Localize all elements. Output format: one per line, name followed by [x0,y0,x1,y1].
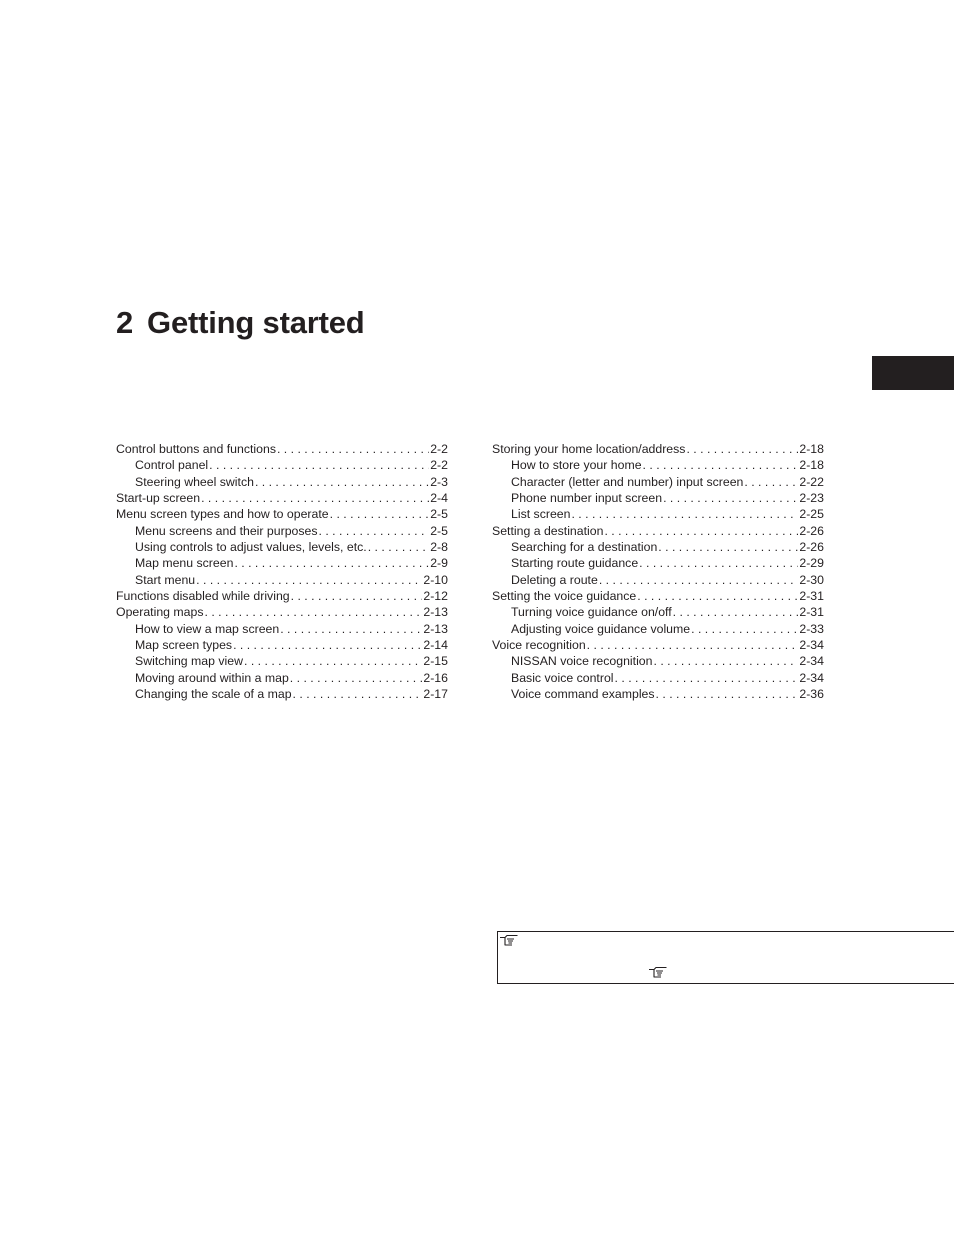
dot-leader [291,588,423,604]
dot-leader [643,457,799,473]
dot-leader [639,555,798,571]
toc-entry-page: 2-34 [799,638,824,653]
dot-leader [691,621,798,637]
toc-entry-page: 2-18 [799,458,824,473]
chapter-thumb-tab [872,356,954,390]
dot-leader [280,621,422,637]
toc-entry-label: List screen [511,507,571,522]
toc-entry-label: How to view a map screen [135,621,280,636]
pointing-hand-icon [499,934,519,946]
toc-entry-label: Switching map view [135,654,243,669]
toc-entry[interactable] [116,506,448,522]
toc-entry-page: 2-10 [423,572,448,587]
toc-entry-page: 2-26 [799,523,824,538]
toc-entry[interactable] [492,670,824,686]
toc-entry[interactable] [116,441,448,457]
toc-entry-page: 2-17 [423,687,448,702]
toc-entry-label: Start menu [135,572,196,587]
toc-entry-page: 2-13 [423,621,448,636]
toc-entry[interactable] [492,621,824,637]
toc-entry[interactable] [492,457,824,473]
toc-entry-label: Turning voice guidance on/off [511,605,672,620]
toc-entry-page: 2-25 [799,507,824,522]
toc-entry[interactable] [116,653,448,669]
toc-entry-page: 2-23 [799,491,824,506]
dot-leader [656,686,799,702]
toc-entry-page: 2-31 [799,605,824,620]
dot-leader [290,670,423,686]
toc-entry-page: 2-34 [799,670,824,685]
dot-leader [587,637,799,653]
dot-leader [653,653,798,669]
toc-entry[interactable] [116,523,448,539]
dot-leader [330,506,430,522]
toc-entry[interactable] [492,474,824,490]
toc-entry-label: Map screen types [135,638,233,653]
toc-entry[interactable] [116,604,448,620]
note-box [497,931,954,984]
toc-entry-page: 2-29 [799,556,824,571]
dot-leader [196,572,422,588]
toc-entry-page: 2-2 [430,442,448,456]
toc-entry-label: Using controls to adjust values, levels, etc. [135,540,367,555]
toc-entry-page: 2-3 [430,474,448,489]
toc-entry-label: Basic voice control [511,670,614,685]
toc-entry-label: Steering wheel switch [135,474,254,489]
dot-leader [205,604,423,620]
dot-leader [663,490,798,506]
dot-leader [744,474,798,490]
dot-leader [637,588,798,604]
toc-entry-page: 2-5 [430,523,448,538]
toc-entry-page: 2-13 [423,605,448,620]
toc-entry-label: Start-up screen [116,491,201,506]
toc-entry-page: 2-9 [430,556,448,571]
toc-entry-page: 2-18 [799,442,824,456]
chapter-number: 2 [116,305,134,340]
toc-entry[interactable] [492,653,824,669]
toc-entry[interactable] [116,572,448,588]
dot-leader [234,555,429,571]
toc-entry-label: Character (letter and number) input screen [511,474,744,489]
toc-entry[interactable] [116,670,448,686]
chapter-title-text: Getting started [147,305,365,340]
dot-leader [673,604,799,620]
toc-entry[interactable] [492,539,824,555]
toc-entry-label: Setting a destination [492,523,604,538]
toc-entry-label: Control buttons and functions [116,442,276,456]
toc-entry-label: Searching for a destination [511,540,658,555]
toc-entry-page: 2-26 [799,540,824,555]
toc-entry[interactable] [492,588,824,604]
toc-entry-page: 2-31 [799,589,824,604]
toc-entry-label: How to store your home [511,458,642,473]
dot-leader [604,523,798,539]
toc-entry-page: 2-15 [423,654,448,669]
toc-entry-page: 2-4 [430,491,448,506]
toc-entry[interactable] [116,490,448,506]
dot-leader [571,506,798,522]
toc-entry-label: Storing your home location/address [492,442,686,456]
toc-entry-page: 2-34 [799,654,824,669]
toc-entry-label: Changing the scale of a map [135,687,292,702]
toc-entry-label: Map menu screen [135,556,234,571]
toc-entry-label: Voice command examples [511,687,655,702]
toc-entry-page: 2-2 [430,458,448,473]
toc-entry[interactable] [492,572,824,588]
toc-entry[interactable] [116,637,448,653]
toc-entry-page: 2-5 [430,507,448,522]
toc-entry-label: Menu screens and their purposes [135,523,318,538]
toc-entry-page: 2-14 [423,638,448,653]
toc-entry-label: Starting route guidance [511,556,639,571]
toc-entry-label: Deleting a route [511,572,598,587]
pointing-hand-icon [648,966,668,978]
toc-entry[interactable] [116,555,448,571]
dot-leader [319,523,430,539]
toc-entry[interactable] [116,588,448,604]
toc-left-column [116,441,448,703]
toc-entry[interactable] [492,490,824,506]
toc-entry-page: 2-30 [799,572,824,587]
toc-entry-label: NISSAN voice recognition [511,654,653,669]
toc-entry[interactable] [116,474,448,490]
toc-entry[interactable] [116,686,448,702]
toc-entry-label: Setting the voice guidance [492,589,637,604]
toc-entry-page: 2-8 [430,540,448,555]
toc-entry[interactable] [116,621,448,637]
toc-entry-label: Adjusting voice guidance volume [511,621,691,636]
toc-entry-label: Voice recognition [492,638,586,653]
toc-entry-page: 2-22 [799,474,824,489]
toc-entry-page: 2-36 [799,687,824,702]
toc-entry-label: Phone number input screen [511,491,663,506]
toc-entry-label: Functions disabled while driving [116,589,290,604]
toc-entry[interactable] [492,604,824,620]
toc-entry-label: Control panel [135,458,209,473]
dot-leader [658,539,798,555]
toc-entry[interactable] [492,441,824,457]
toc-entry[interactable] [492,506,824,522]
toc-entry[interactable] [116,539,448,555]
dot-leader [615,670,799,686]
dot-leader [233,637,422,653]
toc-entry-page: 2-16 [423,670,448,685]
dot-leader [244,653,422,669]
toc-entry-page: 2-33 [799,621,824,636]
dot-leader [201,490,429,506]
toc-entry-label: Moving around within a map [135,670,289,685]
dot-leader [368,539,430,555]
toc-entry-page: 2-12 [423,589,448,604]
toc-entry-label: Operating maps [116,605,204,620]
chapter-title [116,305,365,341]
toc-entry-label: Menu screen types and how to operate [116,507,329,522]
dot-leader [209,457,429,473]
toc-entry[interactable] [492,637,824,653]
toc-entry[interactable] [492,686,824,702]
dot-leader [255,474,429,490]
dot-leader [686,441,798,457]
toc-entry[interactable] [116,457,448,473]
dot-leader [277,441,429,457]
toc-entry[interactable] [492,555,824,571]
dot-leader [599,572,799,588]
dot-leader [293,686,423,702]
toc-entry[interactable] [492,523,824,539]
toc-right-column [492,441,824,703]
